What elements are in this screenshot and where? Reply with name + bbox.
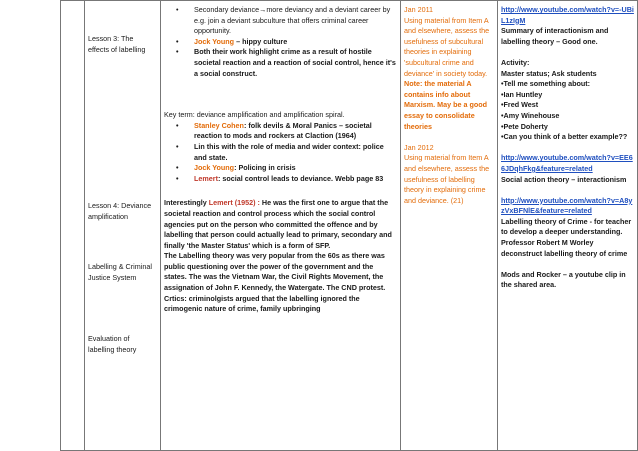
youtube-link-2[interactable]: http://www.youtube.com/watch?v=EE66JDqhFkg&feature=related [501, 153, 633, 173]
jan2012-heading: Jan 2012 [404, 142, 434, 152]
summary-text: Summary of interactionism and labelling theory – Good one. [501, 26, 609, 46]
evaluation-title: Evaluation of labelling theory [88, 334, 137, 354]
bullet-item: • Lin this with the role of media and wider context: police and state. [176, 141, 384, 162]
jan2011-heading: Jan 2011 [404, 5, 434, 14]
activity-item: •Ian Huntley [501, 89, 543, 99]
activity-heading: Activity: [501, 57, 530, 67]
activity-item: •Amy Winehouse [501, 110, 560, 120]
labelling-cjs-title: Labelling & Criminal Justice System [88, 262, 152, 282]
top-bullet-list [164, 5, 396, 79]
content-column [164, 5, 396, 315]
youtube-link-1[interactable]: http://www.youtube.com/watch?v=-UBiL1zIgM [501, 5, 634, 25]
social-action-text: Social action theory – interactionism [501, 174, 627, 184]
mods-rocker-text: Mods and Rocker – a youtube clip in the shared area. [501, 269, 626, 290]
activity-item: Master status; Ask students [501, 68, 597, 78]
bullet-item: • Stanley Cohen: folk devils & Moral Panics – societal reaction to mods and rockers at Claction (1964) [176, 120, 372, 141]
popularity-paragraph: The Labelling theory was very popular from the 60s as there was public questioning over the power of the government and the states. The was the Vietnam War, the Civil Rights Movement, the assignation of John F. Kennedy, the Watergate. The CND protest. [164, 251, 386, 293]
bullet-item: • Both their work highlight crime as a result of hostile societal reaction and a reaction of social control, hence it's a social construct. [176, 47, 396, 78]
lesson-column [88, 0, 156, 451]
bullet-item: • Jock Young: Policing in crisis [176, 163, 296, 173]
column-divider [497, 0, 498, 451]
jock-young-name: Jock Young [194, 36, 235, 46]
bullet-item: • Secondary deviance→more deviancy and a deviant career by e.g. join a deviant subculture that offers criminal career opportunity. [176, 5, 391, 36]
exam-column [404, 5, 496, 206]
bullet-item: • Jock Young – hippy culture [176, 36, 288, 46]
column-divider [84, 0, 85, 451]
lesson4-title: Lesson 4: Deviance amplification [88, 201, 152, 221]
key-term: Key term: deviance amplification and amplification spiral. [164, 110, 345, 120]
activity-item: •Tell me something about: [501, 79, 591, 89]
activity-item: •Fred West [501, 100, 539, 110]
resources-column [501, 5, 635, 291]
youtube-link-3[interactable]: http://www.youtube.com/watch?v=A8yzVxBFNlE&feature=related [501, 195, 633, 216]
table-border-left [60, 0, 61, 451]
jan2012-question: Using material from Item A and elsewhere, assess the usefulness of labelling theory in explaining crime and deviance. (21) [404, 153, 490, 205]
jan2011-question: Using material from Item A and elsewhere, assess the usefulness of subcultural theories in explaining 'subcultural crime and deviance' in society today. [404, 15, 490, 78]
activity-item: •Pete Doherty [501, 121, 548, 131]
activity-item: •Can you think of a better example?? [501, 132, 628, 142]
jan2011-note: Note: the material A contains info about Marxism. May be a good essay to consolidate theories [404, 79, 488, 131]
bullet-item: • Lemert: social control leads to deviance. Webb page 83 [176, 173, 384, 183]
interestingly-paragraph: Interestingly Lemert (1952) : He was the first one to argue that the societal reaction and control process which the social control agencies put on the person who committed the offence and by labelling that person could actually lead to primary, secondary and finally 'the Master Status' which is a form of SFP. [164, 198, 392, 250]
critics-paragraph: Crtics: criminolgists argued that the labelling ignored the crimogenic nature of crime, family upbringing [164, 293, 360, 314]
column-divider [400, 0, 401, 451]
key-term-list [164, 121, 396, 185]
crime-theory-text: Labelling theory of Crime - for teacher to develop a deeper understanding. Professor Robert M Worley deconstruct labelling theory of crime [501, 216, 632, 258]
column-divider [160, 0, 161, 451]
lesson3-title: Lesson 3: The effects of labelling [88, 34, 146, 54]
